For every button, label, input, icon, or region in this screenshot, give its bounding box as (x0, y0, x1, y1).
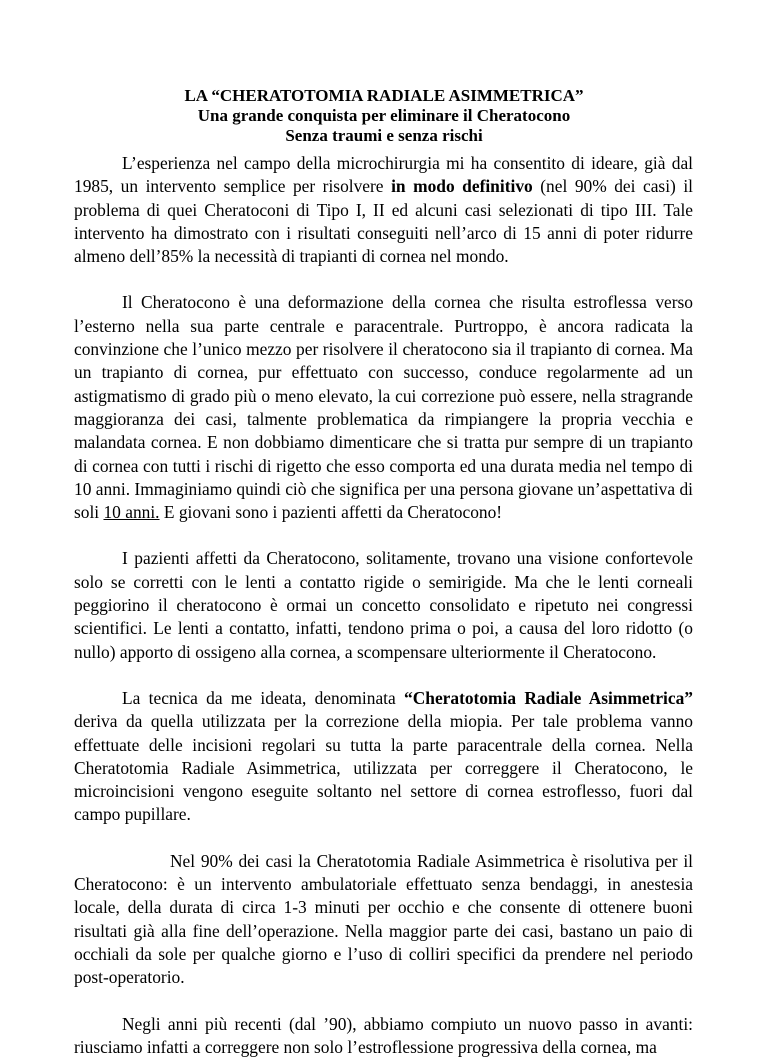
paragraph-4-bold: “Cheratotomia Radiale Asimmetrica” (404, 688, 693, 708)
paragraph-2-text-a: Il Cheratocono è una deformazione della cornea che risulta estroflessa verso l’esterno nella sua parte centrale e paracentrale. Purtroppo, è ancora radicata la convinzione che l’unico mezzo per risolvere il cheratocono sia il trapianto di cornea. Ma un trapianto di cornea, pur effettuato con successo, conduce regolarmente ad un astigmatismo di grado più o meno elevato, la cui correzione può essere, nella stragrande maggioranza dei casi, talmente problematica da rimpiangere la propria vecchia e malandata cornea. E non dobbiamo dimenticare che si tratta pur sempre di un trapianto di cornea con tutti i rischi di rigetto che esso comporta ed una durata media nel tempo di 10 anni. Immaginiamo quindi ciò che significa per una persona giovane un’aspettativa di soli (74, 292, 693, 522)
paragraph-4-text-b: deriva da quella utilizzata per la correzione della miopia. Per tale problema vanno effettuate delle incisioni regolari su tutta la parte paracentrale della cornea. Nella Cheratotomia Radiale Asimmetrica, utilizzata per correggere il Cheratocono, le microincisioni vengono eseguite soltanto nel settore di cornea estroflesso, fuori dal campo pupillare. (74, 711, 693, 824)
paragraph-2 (74, 291, 693, 524)
title-line-3: Senza traumi e senza rischi (0, 126, 768, 146)
paragraph-4 (74, 687, 693, 827)
title-line-1: LA “CHERATOTOMIA RADIALE ASIMMETRICA” (0, 86, 768, 106)
paragraph-1-text-b: (nel 90% dei casi) il problema di quei Cheratoconi di Tipo I, II ed alcuni casi selezionati di tipo III. Tale intervento ha dimostrato con i risultati conseguiti nell’arco di 15 anni di poter ridurre almeno dell’85% la necessità di trapianti di cornea nel mondo. (74, 176, 693, 266)
document-body (74, 152, 693, 1059)
paragraph-1 (74, 152, 693, 268)
paragraph-4-text-a: La tecnica da me ideata, denominata (122, 688, 404, 708)
title-line-2: Una grande conquista per eliminare il Cheratocono (0, 106, 768, 126)
document-title (0, 86, 768, 146)
paragraph-1-bold: in modo definitivo (391, 176, 533, 196)
paragraph-3: I pazienti affetti da Cheratocono, solitamente, trovano una visione confortevole solo se corretti con le lenti a contatto rigide o semirigide. Ma che le lenti corneali peggiorino il cheratocono è ormai un concetto consolidato e ripetuto nei congressi scientifici. Le lenti a contatto, infatti, tendono prima o poi, a causa del loro ridotto (o nullo) apporto di ossigeno alla cornea, a scompensare ulteriormente il Cheratocono. (74, 547, 693, 663)
paragraph-6: Negli anni più recenti (dal ’90), abbiamo compiuto un nuovo passo in avanti: riusciamo infatti a correggere non solo l’estroflessione progressiva della cornea, ma (74, 1013, 693, 1059)
paragraph-2-underline: 10 anni. (103, 502, 159, 522)
paragraph-1-text-a: L’esperienza nel campo della microchirurgia mi ha consentito di ideare, già dal 1985, un intervento semplice per risolvere (74, 153, 693, 196)
paragraph-2-text-b: E giovani sono i pazienti affetti da Cheratocono! (160, 502, 503, 522)
paragraph-5: Nel 90% dei casi la Cheratotomia Radiale Asimmetrica è risolutiva per il Cheratocono: è un intervento ambulatoriale effettuato senza bendaggi, in anestesia locale, della durata di circa 1-3 minuti per occhio e che consente di ottenere buoni risultati già alla fine dell’operazione. Nella maggior parte dei casi, bastano un paio di occhiali da sole per qualche giorno e l’uso di colliri specifici da prendere nel periodo post-operatorio. (74, 850, 693, 990)
